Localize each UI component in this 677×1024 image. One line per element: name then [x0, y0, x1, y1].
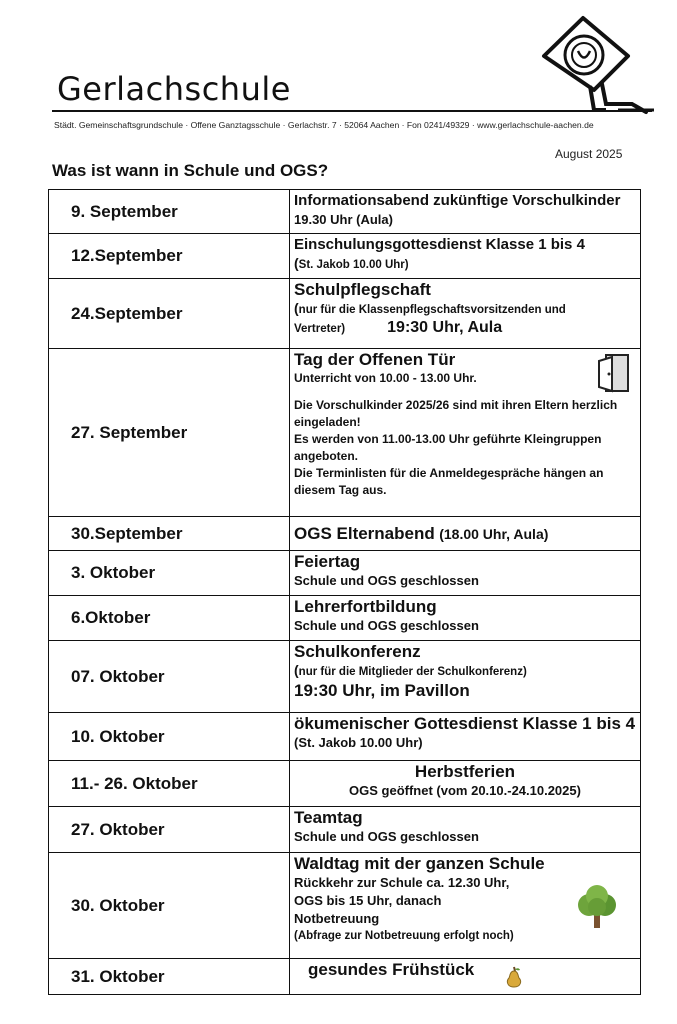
event-title: Waldtag mit der ganzen Schule [294, 854, 545, 873]
table-row [49, 641, 641, 713]
table-row [49, 596, 641, 641]
event-detail: nur für die Klassenpflegschaftsvorsitzenden und [298, 304, 566, 316]
event-detail: Unterricht von 10.00 - 13.00 Uhr. [294, 371, 477, 385]
event-detail: Rückkehr zur Schule ca. 12.30 Uhr, [294, 875, 510, 890]
info-cell [290, 234, 641, 279]
event-detail: (18.00 Uhr, Aula) [439, 525, 549, 542]
table-row [49, 807, 641, 853]
date-cell: 31. Oktober [49, 959, 290, 995]
info-cell [290, 279, 641, 349]
date-cell: 9. September [49, 190, 290, 234]
info-cell [290, 959, 641, 995]
date-cell: 3. Oktober [49, 551, 290, 596]
info-cell [290, 761, 641, 807]
table-row [49, 279, 641, 349]
event-detail: Die Vorschulkinder 2025/26 sind mit ihren Eltern herzlich eingeladen! [294, 398, 618, 429]
event-note: (Abfrage zur Notbetreuung erfolgt noch) [294, 930, 514, 942]
table-row [49, 517, 641, 551]
info-cell [290, 713, 641, 761]
date-cell: 11.- 26. Oktober [49, 761, 290, 807]
event-title: Informationsabend zukünftige Vorschulkinder [294, 192, 621, 209]
event-detail: OGS bis 15 Uhr, danach [294, 893, 442, 908]
event-title: gesundes Frühstück [308, 960, 475, 979]
table-row [49, 959, 641, 995]
event-title: Teamtag [294, 808, 363, 827]
event-title: Einschulungsgottesdienst Klasse 1 bis 4 [294, 236, 585, 253]
event-detail: Vertreter) [294, 323, 346, 335]
table-row [49, 349, 641, 517]
event-detail: Es werden von 11.00-13.00 Uhr geführte Kleingruppen angeboten. [294, 432, 602, 463]
open-paren: ( [294, 662, 299, 678]
info-cell [290, 596, 641, 641]
table-row [49, 551, 641, 596]
event-time: 19:30 Uhr, im Pavillon [294, 681, 470, 700]
document-date: August 2025 [555, 147, 623, 161]
event-detail: Schule und OGS geschlossen [294, 618, 479, 633]
event-detail: nur für die Mitglieder der Schulkonferenz) [298, 666, 527, 678]
date-cell: 12.September [49, 234, 290, 279]
event-detail: Die Terminlisten für die Anmeldegespräche hängen an diesem Tag aus. [294, 466, 604, 497]
date-cell: 24.September [49, 279, 290, 349]
event-title: Feiertag [294, 552, 361, 571]
school-logo [536, 14, 658, 123]
event-detail: St. Jakob 10.00 Uhr) [298, 259, 409, 271]
door-icon [596, 353, 632, 398]
event-detail: OGS geöffnet (vom 20.10.-24.10.2025) [349, 783, 581, 798]
event-title: Tag der Offenen Tür [294, 350, 456, 369]
event-title: Schulkonferenz [294, 642, 421, 661]
table-row [49, 853, 641, 959]
table-row [49, 190, 641, 234]
table-row [49, 761, 641, 807]
date-cell: 27. Oktober [49, 807, 290, 853]
date-cell: 6.Oktober [49, 596, 290, 641]
info-cell [290, 853, 641, 959]
event-title: OGS Elternabend [294, 523, 435, 543]
date-cell: 30.September [49, 517, 290, 551]
event-title: ökumenischer Gottesdienst Klasse 1 bis 4 [294, 714, 636, 733]
info-cell [290, 641, 641, 713]
info-cell [290, 349, 641, 517]
info-cell [290, 190, 641, 234]
school-name: Gerlachschule [57, 70, 291, 108]
schedule-table [48, 189, 641, 995]
event-title: Herbstferien [414, 762, 516, 781]
table-row [49, 234, 641, 279]
date-cell: 07. Oktober [49, 641, 290, 713]
header-divider [52, 110, 652, 112]
open-paren: ( [294, 300, 299, 316]
event-title: Schulpflegschaft [294, 280, 431, 299]
open-paren: ( [294, 255, 299, 271]
school-address: Städt. Gemeinschaftsgrundschule · Offene Ganztagsschule · Gerlachstr. 7 · 52064 Aachen · Fon 0241/49329 · www.gerlachschule-aachen.de [54, 120, 594, 130]
page-title: Was ist wann in Schule und OGS? [52, 161, 329, 180]
event-detail: 19.30 Uhr (Aula) [294, 212, 393, 227]
info-cell [290, 517, 641, 551]
event-detail: Schule und OGS geschlossen [294, 829, 479, 844]
event-title: Lehrerfortbildung [294, 597, 437, 616]
tree-icon [574, 885, 620, 934]
info-cell [290, 807, 641, 853]
table-row [49, 713, 641, 761]
date-cell: 27. September [49, 349, 290, 517]
event-detail: Notbetreuung [294, 911, 380, 926]
event-time: 19:30 Uhr, Aula [387, 319, 503, 336]
event-detail: (St. Jakob 10.00 Uhr) [294, 735, 423, 750]
info-cell [290, 551, 641, 596]
event-detail: Schule und OGS geschlossen [294, 573, 479, 588]
date-cell: 30. Oktober [49, 853, 290, 959]
pear-icon [504, 965, 524, 994]
date-cell: 10. Oktober [49, 713, 290, 761]
